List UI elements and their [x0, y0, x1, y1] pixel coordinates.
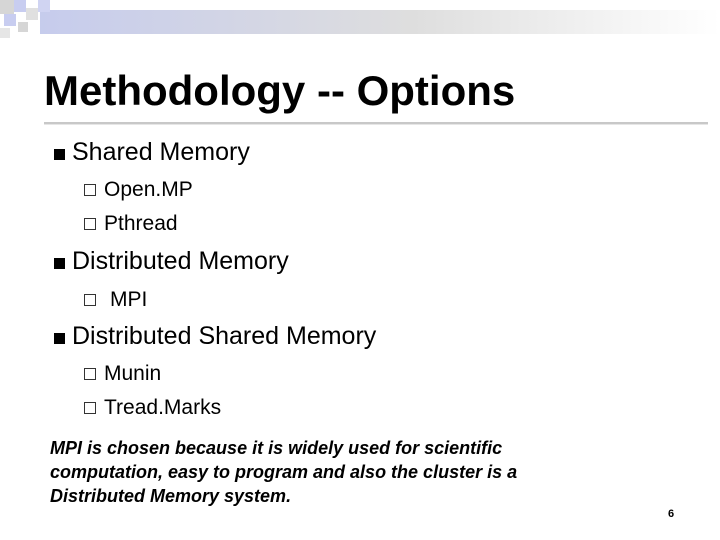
bullet-shared-memory: Shared Memory — [72, 138, 250, 166]
bullet-square-icon — [54, 333, 65, 344]
sub-bullet-treadmarks: Tread.Marks — [104, 396, 222, 419]
sub-bullet-mpi: MPI — [110, 288, 148, 311]
title-area — [44, 66, 704, 125]
page-number: 6 — [668, 508, 675, 520]
checkbox-bullet-icon — [84, 368, 96, 380]
sub-bullet-pthread: Pthread — [104, 212, 178, 235]
bullet-square-icon — [54, 149, 65, 160]
sub-bullet-munin: Munin — [104, 362, 162, 385]
bullet-distributed-shared-memory: Distributed Shared Memory — [72, 322, 377, 350]
title-underline — [44, 122, 708, 125]
checkbox-bullet-icon — [84, 218, 96, 230]
bullet-square-icon — [54, 258, 65, 269]
slide-title: Methodology -- Options — [44, 67, 516, 114]
checkbox-bullet-icon — [84, 402, 96, 414]
checkbox-bullet-icon — [84, 184, 96, 196]
checkbox-bullet-icon — [84, 294, 96, 306]
decorative-header-pattern — [0, 0, 720, 40]
sub-bullet-openmp: Open.MP — [104, 178, 193, 201]
bullet-distributed-memory: Distributed Memory — [72, 247, 289, 275]
conclusion-note: MPI is chosen because it is widely used for scientific computation, easy to program and also the cluster is a Distributed Memory system. — [50, 438, 518, 506]
